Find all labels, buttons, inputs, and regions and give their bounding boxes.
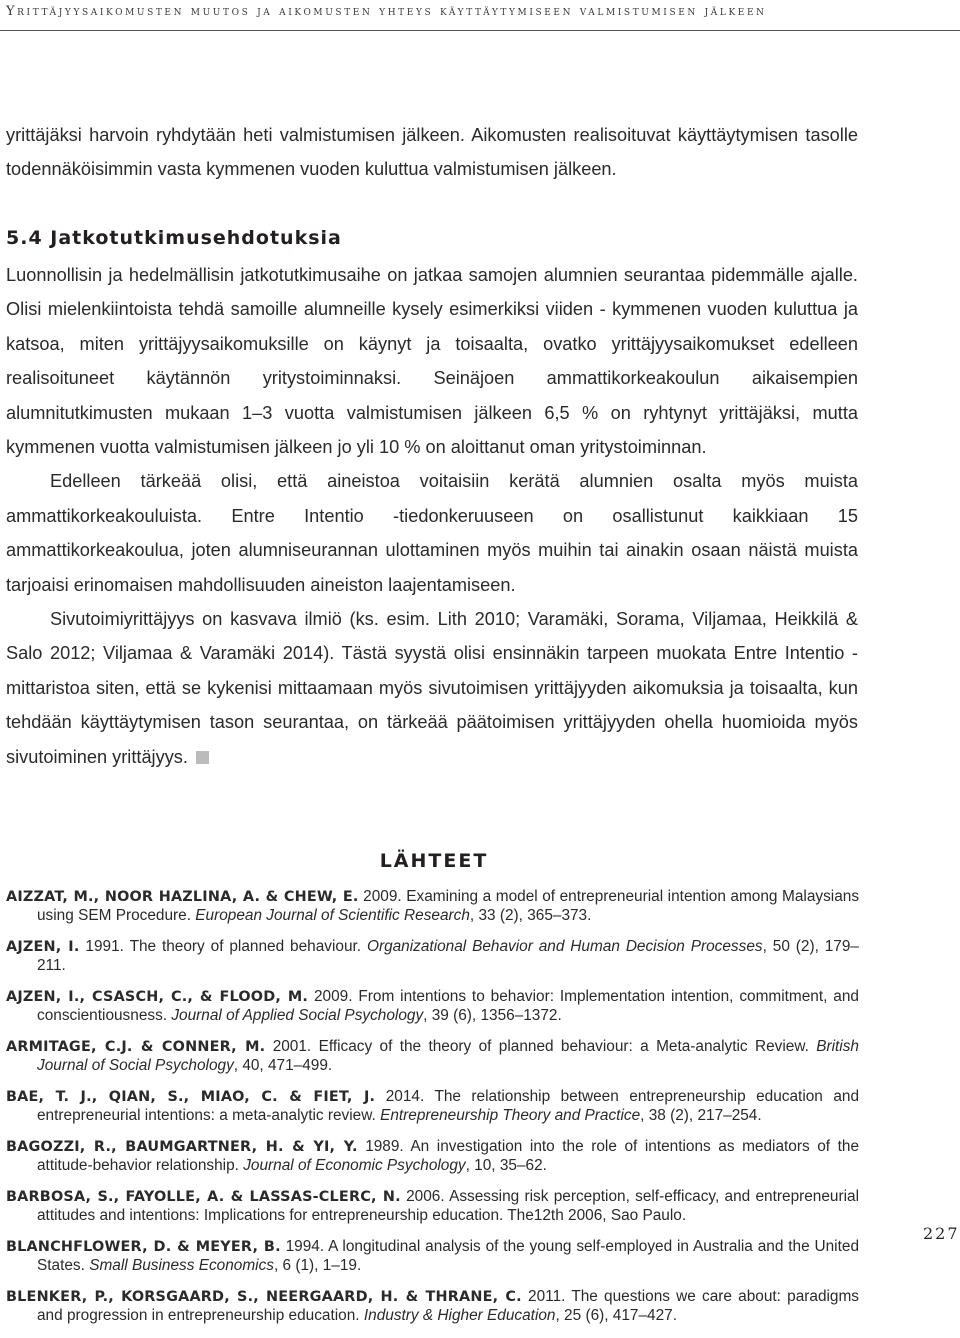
paragraph-side-business: [6, 602, 858, 774]
reference-journal: Entrepreneurship Theory and Practice: [380, 1106, 641, 1124]
reference-item: [6, 1138, 859, 1175]
paragraph-intro: yrittäjäksi harvoin ryhdytään heti valmistumisen jälkeen. Aikomusten realisoituvat käyttäytymisen tasolle todennäköisimmin vasta kymmenen vuoden kuluttua valmistumisen jälkeen.: [6, 125, 858, 180]
reference-journal: Journal of Economic Psychology: [243, 1156, 466, 1174]
page-number: 227: [923, 1224, 960, 1243]
reference-details: , 6 (1), 1–19.: [273, 1256, 362, 1274]
reference-item: [6, 1188, 859, 1225]
references-heading: LÄHTEET: [379, 850, 489, 872]
reference-authors: BLENKER, P., KORSGAARD, S., NEERGAARD, H. & THRANE, C.: [6, 1289, 522, 1305]
reference-details: , 50 (2), 179–211.: [37, 938, 859, 974]
running-head: Yrittäjyysaikomusten muutos ja aikomusten yhteys käyttäytymiseen valmistumisen jälkeen: [6, 4, 767, 19]
reference-journal: Journal of Applied Social Psychology: [171, 1006, 424, 1024]
reference-item: [6, 1288, 859, 1325]
reference-year: 2001.: [272, 1038, 312, 1055]
reference-details: , 39 (6), 1356–1372.: [423, 1006, 562, 1024]
reference-details: , 40, 471–499.: [233, 1056, 333, 1074]
reference-title: A longitudinal analysis of the young self-employed in Australia and the United States.: [37, 1238, 859, 1274]
reference-authors: AJZEN, I., CSASCH, C., & FLOOD, M.: [6, 989, 309, 1005]
reference-details: , 10, 35–62.: [465, 1156, 547, 1174]
paragraph-side-business-text: Sivutoimiyrittäjyys on kasvava ilmiö (ks. esim. Lith 2010; Varamäki, Sorama, Viljamaa, Heikkilä & Salo 2012; Viljamaa & Varamäki 2014). Tästä syystä olisi ensinnäkin tarpeen muokata Entre Intentio -mittaristoa siten, että se kykenisi mittaamaan myös sivutoimisen yrittäjyyden aikomuksia ja toisaalta, kun tehdään käyttäytymisen tason seurantaa, on tärkeää päätoimisen yrittäjyyden ohella huomioida myös sivutoiminen yrittäjyys.: [6, 609, 858, 767]
reference-item: [6, 938, 859, 975]
reference-journal: British Journal of Social Psychology: [37, 1038, 859, 1074]
reference-journal: Industry & Higher Education: [363, 1306, 556, 1324]
body-text: [6, 118, 858, 774]
reference-year: 1989.: [365, 1138, 404, 1155]
reference-authors: BLANCHFLOWER, D. & MEYER, B.: [6, 1239, 281, 1255]
reference-authors: BAE, T. J., QIAN, S., MIAO, C. & FIET, J.: [6, 1089, 376, 1105]
reference-details: , 38 (2), 217–254.: [640, 1106, 762, 1124]
reference-title: The theory of planned behaviour.: [129, 938, 362, 955]
reference-year: 2009.: [363, 888, 402, 905]
reference-year: 1991.: [85, 938, 124, 955]
reference-item: [6, 1038, 859, 1075]
reference-authors: BAGOZZI, R., BAUMGARTNER, H. & YI, Y.: [6, 1139, 358, 1155]
reference-year: 2006.: [406, 1188, 445, 1205]
reference-item: [6, 1088, 859, 1125]
reference-title: An investigation into the role of intentions as mediators of the attitude-behavior relationship.: [37, 1138, 860, 1174]
references-list: [6, 888, 859, 1338]
paragraph-other-schools: Edelleen tärkeää olisi, että aineistoa voitaisiin kerätä alumnien osalta myös muista ammattikorkeakouluista. Entre Intentio -tiedonkeruuseen on osallistunut kaikkiaan 15 ammattikorkeakoulua, joten alumniseurannan ulottaminen myös muihin tai ainakin osaan näistä muista tarjoaisi erinomaisen mahdollisuuden aineiston laajentamiseen.: [6, 471, 858, 595]
reference-year: 2014.: [385, 1088, 425, 1105]
reference-journal: European Journal of Scientific Research: [195, 906, 470, 924]
reference-title: The questions we care about: paradigms and progression in entrepreneurship education.: [37, 1288, 859, 1324]
header-rule: [0, 30, 960, 31]
reference-authors: ARMITAGE, C.J. & CONNER, M.: [6, 1039, 266, 1055]
reference-journal: Small Business Economics: [89, 1256, 274, 1274]
reference-item: [6, 1238, 859, 1275]
end-of-article-mark: [196, 751, 209, 764]
reference-authors: AJZEN, I.: [6, 939, 80, 955]
reference-authors: AIZZAT, M., NOOR HAZLINA, A. & CHEW, E.: [6, 889, 359, 905]
reference-journal: Organizational Behavior and Human Decision Processes: [366, 938, 763, 955]
paragraph-further-research: Luonnollisin ja hedelmällisin jatkotutkimusaihe on jatkaa samojen alumnien seurantaa pidemmälle ajalle. Olisi mielenkiintoista tehdä samoille alumneille kysely esimerkiksi viiden - kymmenen vuoden kuluttua ja katsoa, miten yrittäjyysaikomuksille on käynyt ja toisaalta, ovatko yrittäjyysaikomukset edelleen realisoituneet käytännön yritystoiminnaksi. Seinäjoen ammattikorkeakoulun aikaisempien alumnitutkimusten mukaan 1–3 vuotta valmistumisen jälkeen 6,5 % on ryhtynyt yrittäjäksi, mutta kymmenen vuotta valmistumisen jälkeen jo yli 10 % on aloittanut oman yritystoiminnan.: [6, 265, 858, 458]
reference-title: Assessing risk perception, self-efficacy, and entrepreneurial attitudes and intentions: Implications for entrepreneurship education. The12th 2006, Sao Paulo.: [37, 1188, 860, 1224]
reference-authors: BARBOSA, S., FAYOLLE, A. & LASSAS-CLERC, N.: [6, 1189, 401, 1205]
reference-item: [6, 888, 859, 925]
reference-title: Examining a model of entrepreneurial intention among Malaysians using SEM Procedure.: [37, 888, 860, 924]
reference-details: , 33 (2), 365–373.: [469, 906, 592, 924]
reference-year: 2011.: [528, 1288, 566, 1305]
section-title: 5.4 Jatkotutkimusehdotuksia: [6, 227, 342, 249]
reference-year: 1994.: [285, 1238, 325, 1255]
reference-title: Efficacy of the theory of planned behaviour: a Meta-analytic Review.: [318, 1038, 809, 1055]
reference-year: 2009.: [313, 988, 353, 1005]
reference-item: [6, 988, 859, 1025]
reference-details: , 25 (6), 417–427.: [555, 1306, 678, 1324]
reference-title: The relationship between entrepreneurship education and entrepreneurial intentions: a meta-analytic review.: [37, 1088, 860, 1124]
reference-title: From intentions to behavior: Implementation intention, commitment, and conscientiousness.: [37, 988, 859, 1024]
